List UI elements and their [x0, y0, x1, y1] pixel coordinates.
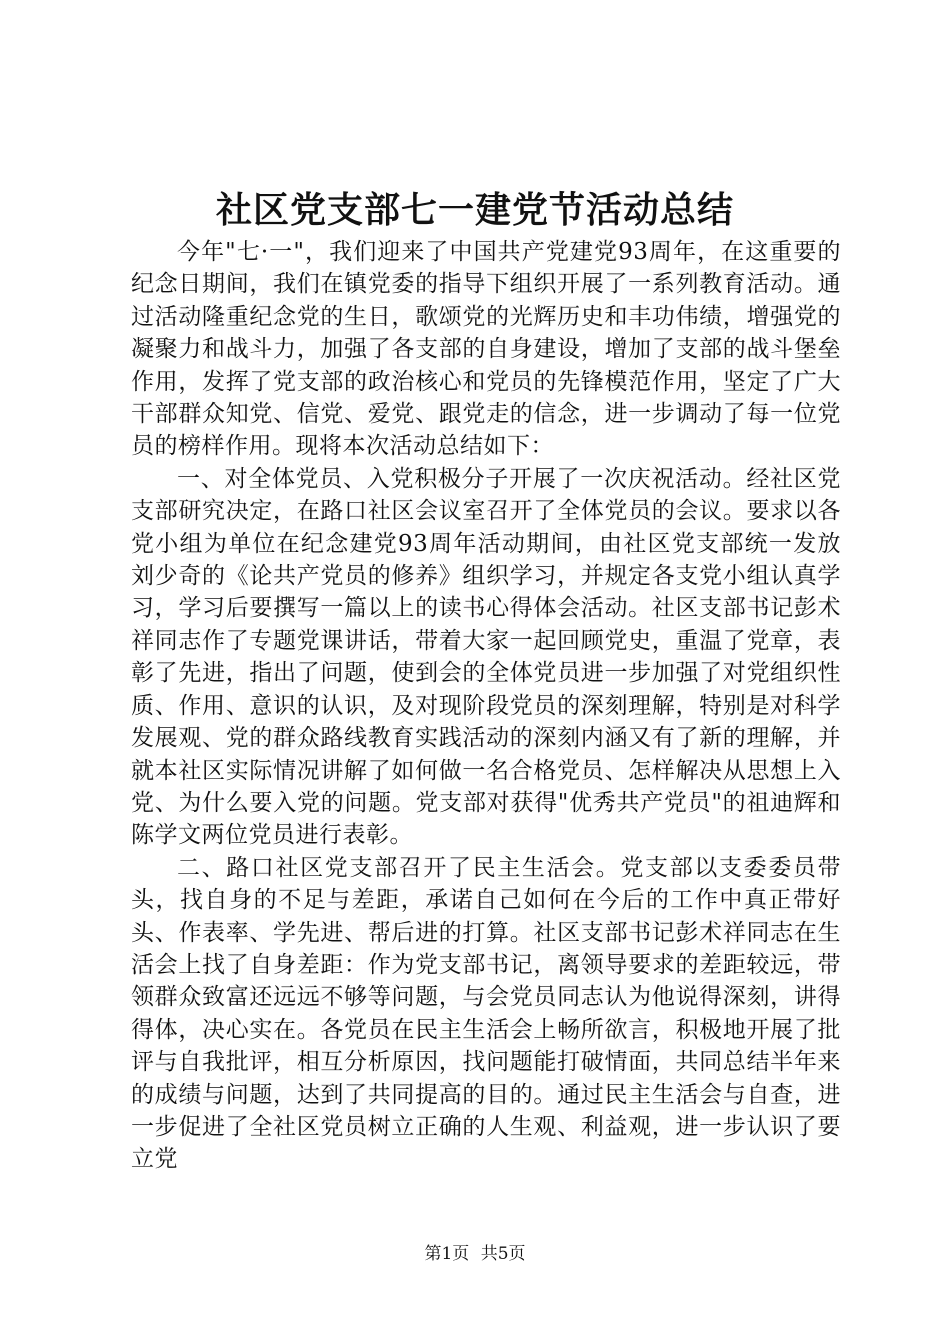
paragraph-intro: 今年"七·一"，我们迎来了中国共产党建党93周年，在这重要的纪念日期间，我们在镇党委的指导下组织开展了一系列教育活动。通过活动隆重纪念党的生日，歌颂党的光辉历史和丰功伟绩，增强党的凝聚力和战斗力，加强了各支部的自身建设，增加了支部的战斗堡垒作用，发挥了党支部的政治核心和党员的先锋模范作用，坚定了广大干部群众知党、信党、爱党、跟党走的信念，进一步调动了每一位党员的榜样作用。现将本次活动总结如下： [131, 239, 841, 460]
page-total: 共5页 [480, 1244, 526, 1264]
paragraph-section-one: 一、对全体党员、入党积极分子开展了一次庆祝活动。经社区党支部研究决定，在路口社区会议室召开了全体党员的会议。要求以各党小组为单位在纪念建党93周年活动期间，由社区党支部统一发放刘少奇的《论共产党员的修养》组织学习，并规定各支党小组认真学习，学习后要撰写一篇以上的读书心得体会活动。社区支部书记彭术祥同志作了专题党课讲话，带着大家一起回顾党史，重温了党章，表彰了先进，指出了问题，使到会的全体党员进一步加强了对党组织性质、作用、意识的认识，及对现阶段党员的深刻理解，特别是对科学发展观、党的群众路线教育实践活动的深刻内涵又有了新的理解，并就本社区实际情况讲解了如何做一名合格党员、怎样解决从思想上入党、为什么要入党的问题。党支部对获得"优秀共产党员"的祖迪辉和陈学文两位党员进行表彰。 [131, 465, 841, 849]
document-title: 社区党支部七一建党节活动总结 [215, 189, 734, 231]
page-footer [0, 1243, 950, 1265]
document-body [131, 236, 841, 1176]
paragraph-section-two: 二、路口社区党支部召开了民主生活会。党支部以支委委员带头，找自身的不足与差距，承诺自己如何在今后的工作中真正带好头、作表率、学先进、帮后进的打算。社区支部书记彭术祥同志在生活会上找了自身差距：作为党支部书记，离领导要求的差距较远，带领群众致富还远远不够等问题，与会党员同志认为他说得深刻，讲得得体，决心实在。各党员在民主生活会上畅所欲言，积极地开展了批评与自我批评，相互分析原因，找问题能打破情面，共同总结半年来的成绩与问题，达到了共同提高的目的。通过民主生活会与自查，进一步促进了全社区党员树立正确的人生观、利益观，进一步认识了要立党 [131, 854, 841, 1173]
page-number: 第1页 [424, 1244, 470, 1264]
